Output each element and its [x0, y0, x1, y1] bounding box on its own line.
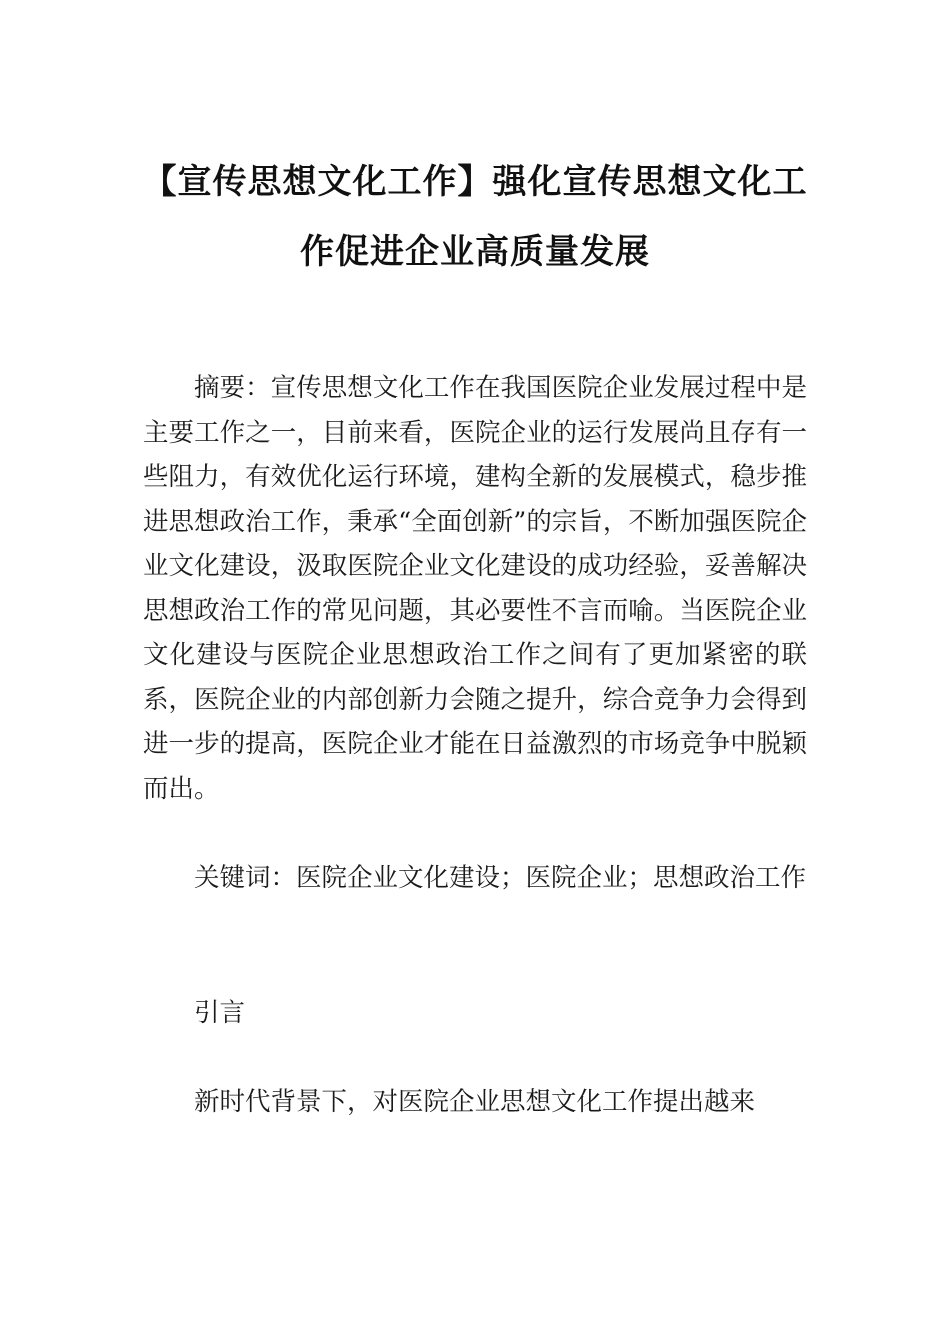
document-title-line-1: 【宣传思想文化工作】强化宣传思想文化工 — [142, 162, 808, 202]
document-title-line-2: 作促进企业高质量发展 — [300, 232, 650, 272]
abstract-paragraph: 摘要：宣传思想文化工作在我国医院企业发展过程中是主要工作之一，目前来看，医院企业的运行发展尚且存有一些阻力，有效优化运行环境，建构全新的发展模式，稳步推进思想政治工作，秉承“全面创新”的宗旨，不断加强医院企业文化建设，汲取医院企业文化建设的成功经验，妥善解决思想政治工作的常见问题，其必要性不言而喻。当医院企业文化建设与医院企业思想政治工作之间有了更加紧密的联系，医院企业的内部创新力会随之提升，综合竞争力会得到进一步的提高，医院企业才能在日益激烈的市场竞争中脱颖而出。 — [143, 373, 807, 804]
introduction-paragraph: 新时代背景下，对医院企业思想文化工作提出越来 — [194, 1087, 756, 1117]
section-heading-introduction: 引言 — [194, 998, 246, 1028]
keywords-paragraph: 关键词：医院企业文化建设；医院企业；思想政治工作 — [194, 863, 807, 893]
